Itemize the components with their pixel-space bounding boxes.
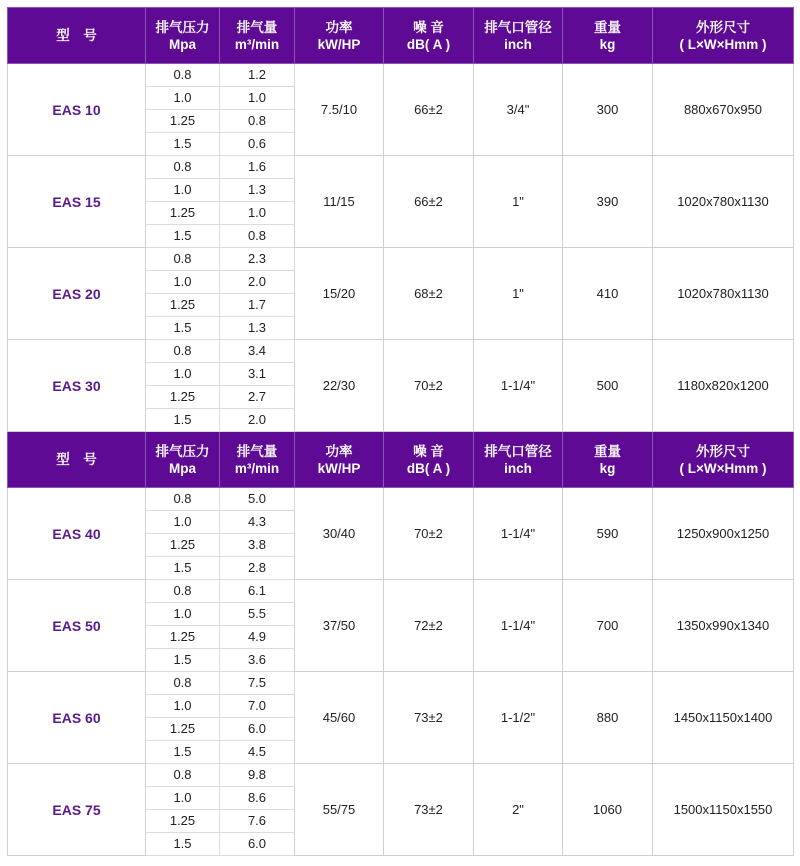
- flow-cell: 3.6: [220, 649, 295, 672]
- noise-cell: 70±2: [384, 488, 474, 580]
- pressure-cell: 1.0: [146, 363, 220, 386]
- table-row: [8, 764, 794, 787]
- pressure-cell: 1.25: [146, 534, 220, 557]
- dimensions-cell: 1250x900x1250: [653, 488, 794, 580]
- header-model: 型 号: [8, 432, 146, 488]
- dimensions-cell: 1180x820x1200: [653, 340, 794, 432]
- weight-cell: 390: [563, 156, 653, 248]
- outlet-cell: 1-1/4": [474, 340, 563, 432]
- outlet-cell: 3/4": [474, 64, 563, 156]
- pressure-cell: 0.8: [146, 64, 220, 87]
- power-cell: 15/20: [295, 248, 384, 340]
- model-name: EAS 75: [8, 764, 146, 856]
- pressure-cell: 1.25: [146, 718, 220, 741]
- table-row: [8, 64, 794, 87]
- pressure-cell: 1.0: [146, 271, 220, 294]
- power-cell: 22/30: [295, 340, 384, 432]
- header-weight: 重量 kg: [563, 8, 653, 64]
- pressure-cell: 0.8: [146, 488, 220, 511]
- flow-cell: 1.3: [220, 317, 295, 340]
- pressure-cell: 0.8: [146, 580, 220, 603]
- header-outlet: 排气口管径 inch: [474, 432, 563, 488]
- header-weight: 重量 kg: [563, 432, 653, 488]
- dimensions-cell: 1450x1150x1400: [653, 672, 794, 764]
- header-noise: 噪 音 dB( A ): [384, 432, 474, 488]
- flow-cell: 7.5: [220, 672, 295, 695]
- outlet-cell: 1": [474, 156, 563, 248]
- pressure-cell: 0.8: [146, 764, 220, 787]
- model-name: EAS 40: [8, 488, 146, 580]
- pressure-cell: 1.0: [146, 787, 220, 810]
- noise-cell: 73±2: [384, 764, 474, 856]
- pressure-cell: 1.0: [146, 511, 220, 534]
- noise-cell: 70±2: [384, 340, 474, 432]
- noise-cell: 68±2: [384, 248, 474, 340]
- flow-cell: 1.7: [220, 294, 295, 317]
- flow-cell: 1.0: [220, 202, 295, 225]
- flow-cell: 0.8: [220, 110, 295, 133]
- pressure-cell: 1.5: [146, 649, 220, 672]
- flow-cell: 6.0: [220, 833, 295, 856]
- power-cell: 55/75: [295, 764, 384, 856]
- header-row: [8, 8, 794, 64]
- dimensions-cell: 1500x1150x1550: [653, 764, 794, 856]
- model-name: EAS 20: [8, 248, 146, 340]
- compressor-spec-table: [7, 7, 794, 856]
- flow-cell: 7.6: [220, 810, 295, 833]
- power-cell: 45/60: [295, 672, 384, 764]
- flow-cell: 2.8: [220, 557, 295, 580]
- pressure-cell: 1.25: [146, 294, 220, 317]
- pressure-cell: 1.5: [146, 317, 220, 340]
- flow-cell: 6.1: [220, 580, 295, 603]
- header-flow: 排气量 m³/min: [220, 8, 295, 64]
- spec-table-body: [8, 8, 794, 856]
- flow-cell: 3.8: [220, 534, 295, 557]
- flow-cell: 0.6: [220, 133, 295, 156]
- model-name: EAS 15: [8, 156, 146, 248]
- pressure-cell: 1.0: [146, 603, 220, 626]
- pressure-cell: 1.5: [146, 557, 220, 580]
- pressure-cell: 1.0: [146, 695, 220, 718]
- pressure-cell: 1.25: [146, 202, 220, 225]
- model-name: EAS 10: [8, 64, 146, 156]
- weight-cell: 590: [563, 488, 653, 580]
- header-power: 功率 kW/HP: [295, 432, 384, 488]
- flow-cell: 9.8: [220, 764, 295, 787]
- power-cell: 7.5/10: [295, 64, 384, 156]
- model-name: EAS 30: [8, 340, 146, 432]
- pressure-cell: 1.0: [146, 87, 220, 110]
- outlet-cell: 2": [474, 764, 563, 856]
- flow-cell: 1.2: [220, 64, 295, 87]
- flow-cell: 2.7: [220, 386, 295, 409]
- weight-cell: 410: [563, 248, 653, 340]
- pressure-cell: 1.25: [146, 386, 220, 409]
- flow-cell: 4.9: [220, 626, 295, 649]
- pressure-cell: 1.0: [146, 179, 220, 202]
- pressure-cell: 1.5: [146, 133, 220, 156]
- noise-cell: 66±2: [384, 156, 474, 248]
- dimensions-cell: 1350x990x1340: [653, 580, 794, 672]
- power-cell: 11/15: [295, 156, 384, 248]
- flow-cell: 8.6: [220, 787, 295, 810]
- header-noise: 噪 音 dB( A ): [384, 8, 474, 64]
- weight-cell: 700: [563, 580, 653, 672]
- flow-cell: 7.0: [220, 695, 295, 718]
- flow-cell: 2.0: [220, 271, 295, 294]
- flow-cell: 6.0: [220, 718, 295, 741]
- dimensions-cell: 1020x780x1130: [653, 248, 794, 340]
- flow-cell: 4.3: [220, 511, 295, 534]
- table-row: [8, 340, 794, 363]
- flow-cell: 1.3: [220, 179, 295, 202]
- outlet-cell: 1-1/4": [474, 488, 563, 580]
- flow-cell: 2.3: [220, 248, 295, 271]
- pressure-cell: 1.5: [146, 409, 220, 432]
- noise-cell: 66±2: [384, 64, 474, 156]
- flow-cell: 5.0: [220, 488, 295, 511]
- header-row: [8, 432, 794, 488]
- header-power: 功率 kW/HP: [295, 8, 384, 64]
- noise-cell: 73±2: [384, 672, 474, 764]
- pressure-cell: 1.25: [146, 810, 220, 833]
- header-pressure: 排气压力 Mpa: [146, 432, 220, 488]
- flow-cell: 3.1: [220, 363, 295, 386]
- header-model: 型 号: [8, 8, 146, 64]
- table-row: [8, 672, 794, 695]
- table-row: [8, 248, 794, 271]
- header-dimensions: 外形尺寸 ( L×W×Hmm ): [653, 8, 794, 64]
- table-row: [8, 156, 794, 179]
- flow-cell: 1.6: [220, 156, 295, 179]
- pressure-cell: 1.5: [146, 225, 220, 248]
- pressure-cell: 1.5: [146, 833, 220, 856]
- pressure-cell: 0.8: [146, 672, 220, 695]
- flow-cell: 4.5: [220, 741, 295, 764]
- header-pressure: 排气压力 Mpa: [146, 8, 220, 64]
- pressure-cell: 1.5: [146, 741, 220, 764]
- pressure-cell: 0.8: [146, 156, 220, 179]
- noise-cell: 72±2: [384, 580, 474, 672]
- table-row: [8, 580, 794, 603]
- pressure-cell: 1.25: [146, 110, 220, 133]
- dimensions-cell: 880x670x950: [653, 64, 794, 156]
- power-cell: 30/40: [295, 488, 384, 580]
- table-row: [8, 488, 794, 511]
- pressure-cell: 1.25: [146, 626, 220, 649]
- model-name: EAS 60: [8, 672, 146, 764]
- weight-cell: 500: [563, 340, 653, 432]
- model-name: EAS 50: [8, 580, 146, 672]
- flow-cell: 2.0: [220, 409, 295, 432]
- flow-cell: 3.4: [220, 340, 295, 363]
- header-dimensions: 外形尺寸 ( L×W×Hmm ): [653, 432, 794, 488]
- flow-cell: 1.0: [220, 87, 295, 110]
- outlet-cell: 1": [474, 248, 563, 340]
- outlet-cell: 1-1/2": [474, 672, 563, 764]
- flow-cell: 5.5: [220, 603, 295, 626]
- dimensions-cell: 1020x780x1130: [653, 156, 794, 248]
- power-cell: 37/50: [295, 580, 384, 672]
- pressure-cell: 0.8: [146, 248, 220, 271]
- weight-cell: 300: [563, 64, 653, 156]
- outlet-cell: 1-1/4": [474, 580, 563, 672]
- flow-cell: 0.8: [220, 225, 295, 248]
- weight-cell: 880: [563, 672, 653, 764]
- pressure-cell: 0.8: [146, 340, 220, 363]
- header-outlet: 排气口管径 inch: [474, 8, 563, 64]
- header-flow: 排气量 m³/min: [220, 432, 295, 488]
- weight-cell: 1060: [563, 764, 653, 856]
